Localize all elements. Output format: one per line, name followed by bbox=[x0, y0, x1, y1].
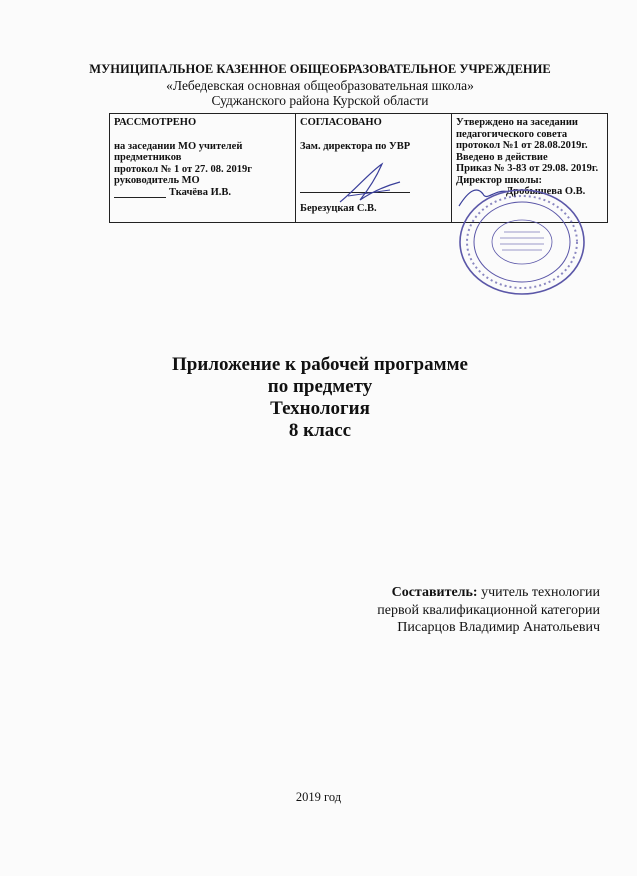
compiler-category: первой квалификационной категории bbox=[377, 603, 600, 618]
compiler-label: Составитель: bbox=[391, 585, 478, 600]
compiler-line-1 bbox=[392, 585, 600, 601]
approved-line-6: Директор школы: bbox=[456, 174, 543, 186]
agreed-line-1: Зам. директора по УВР bbox=[300, 140, 411, 152]
considered-line-3: протокол № 1 от 27. 08. 2019г bbox=[114, 163, 253, 175]
school-name: «Лебедевская основная общеобразовательная школа» bbox=[166, 78, 474, 93]
approved-line-2: педагогического совета bbox=[456, 128, 568, 140]
considered-line-4: руководитель МО bbox=[114, 175, 200, 186]
considered-line-2: предметников bbox=[114, 152, 182, 163]
signature-line bbox=[114, 197, 166, 198]
compiler-position: учитель технологии bbox=[477, 585, 600, 600]
considered-name: Ткачёва И.В. bbox=[169, 186, 232, 198]
considered-line-1: на заседании МО учителей bbox=[114, 140, 243, 152]
institution-type: МУНИЦИПАЛЬНОЕ КАЗЕННОЕ ОБЩЕОБРАЗОВАТЕЛЬНОЕ УЧРЕЖДЕНИЕ bbox=[89, 62, 551, 76]
agreed-name: Березуцкая С.В. bbox=[300, 202, 377, 214]
approved-name: Дробышева О.В. bbox=[506, 186, 586, 197]
compiler-name: Писарцов Владимир Анатольевич bbox=[397, 620, 600, 635]
subject-name: Технология bbox=[270, 398, 370, 419]
agreed-title: СОГЛАСОВАНО bbox=[300, 117, 382, 128]
school-stamp bbox=[452, 180, 592, 300]
considered-cell bbox=[110, 114, 296, 223]
approved-line-4: Введено в действие bbox=[456, 151, 548, 163]
signature-agreed bbox=[330, 160, 410, 210]
approved-line-1: Утверждено на заседании bbox=[456, 117, 578, 128]
document-subtitle: по предмету bbox=[267, 376, 373, 397]
approved-line-3: протокол №1 от 28.08.2019г. bbox=[456, 140, 588, 151]
school-location: Суджанского района Курской области bbox=[211, 93, 429, 108]
considered-title: РАССМОТРЕНО bbox=[114, 117, 197, 128]
document-title: Приложение к рабочей программе bbox=[172, 354, 468, 375]
document-year: 2019 год bbox=[295, 790, 342, 804]
grade-level: 8 класс bbox=[288, 420, 352, 441]
approved-line-5: Приказ № 3-83 от 29.08. 2019г. bbox=[456, 163, 599, 174]
